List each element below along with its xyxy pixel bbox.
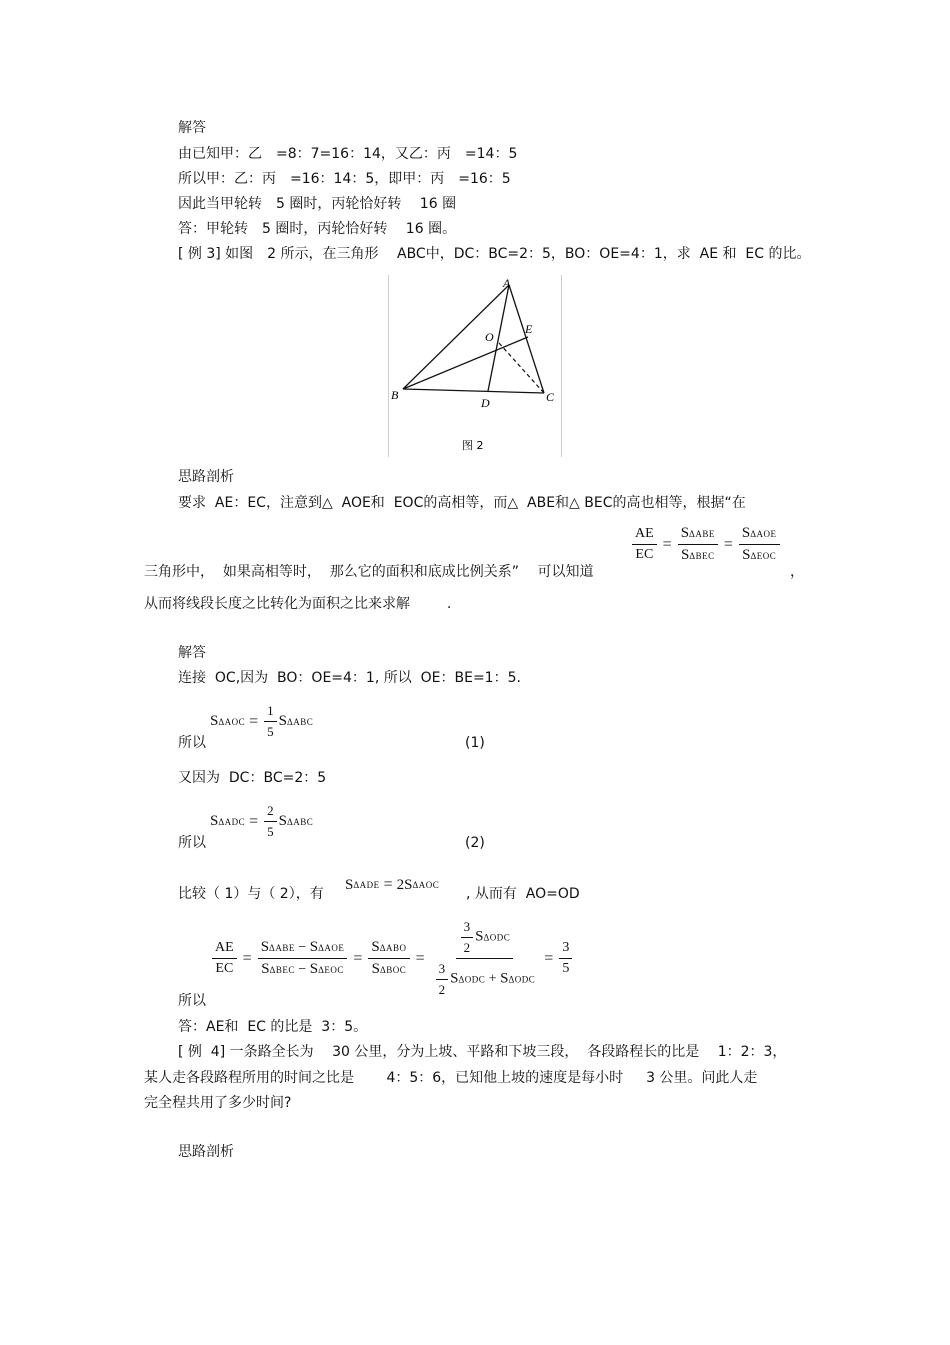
answer-heading: 解答 (178, 645, 206, 661)
segment-be (403, 337, 528, 389)
example-3-statement: [ 例 3] 如图 2 所示，在三角形 ABC中，DC：BC=2：5，BO：OE=4：1，求 AE 和 EC 的比。 (178, 246, 811, 262)
formula-final: $\frac{AE}{EC}$ = $\frac{\text{SΔABE − SΔAOE}}{\text{SΔBEC − SΔEOC}}$ = $\frac{\text{SΔABO}}{\text{SΔBOC}}$ = $\frac{3}{2}$ SΔODC $\frac{3}{2}$ SΔODC + SΔODC = $\frac{3}{5}$ (210, 918, 574, 999)
equation-number: (2) (465, 835, 485, 851)
segment-bc (403, 389, 544, 393)
text-line: ， (790, 564, 804, 580)
text-line: 从而将线段长度之比转化为面积之比来求解 . (144, 596, 452, 612)
text-line: 比较（ 1）与（ 2），有 (178, 886, 324, 902)
text-line: 所以 (178, 835, 206, 851)
formula-ade: S ΔADE = 2S ΔAOC (345, 876, 440, 893)
text-line: 所以 (178, 993, 206, 1009)
answer-line: 答：AE和 EC 的比是 3：5。 (178, 1019, 368, 1035)
equation-number: (1) (465, 735, 485, 751)
formula-2: S ΔADC = $\frac{2}{5}$ S ΔABC (210, 803, 314, 839)
text-line: 又因为 DC：BC=2：5 (178, 770, 327, 786)
analysis-heading: 思路剖析 (178, 469, 234, 485)
text-line: , 从而有 AO=OD (466, 886, 580, 902)
text-line: 所以 (178, 735, 206, 751)
text-line: 由已知甲：乙 =8：7=16：14，又乙：丙 =14：5 (178, 146, 518, 162)
ratio-formula: $\frac{AE}{EC}$ = $\frac{\text{SΔABE}}{\text{SΔBEC}}$ = $\frac{\text{SΔAOE}}{\text{SΔEOC}}$ (630, 524, 782, 565)
text-line: 要求 AE：EC，注意到△ AOE和 EOC的高相等，而△ ABE和△ BEC的高也相等，根据“在 (178, 495, 746, 511)
label-c: C (546, 390, 555, 404)
text-line: 完全程共用了多少时间? (144, 1095, 292, 1111)
label-a: A (503, 276, 511, 290)
answer-heading: 解答 (178, 120, 206, 136)
label-o: O (485, 330, 494, 344)
text-line: 因此当甲轮转 5 圈时，丙轮恰好转 16 圈 (178, 196, 457, 212)
formula-1: S ΔAOC = $\frac{1}{5}$ S ΔABC (210, 703, 314, 739)
label-b: B (391, 388, 399, 402)
segment-oc (499, 343, 544, 393)
example-4-statement: [ 例 4] 一条路全长为 30 公里，分为上坡、平路和下坡三段， 各段路程长的比是 1：2：3， (178, 1044, 787, 1060)
text-line: 连接 OC,因为 BO：OE=4：1, 所以 OE：BE=1：5. (178, 670, 521, 686)
text-line: 某人走各段路程所用的时间之比是 4：5：6，已知他上坡的速度是每小时 3 公里。问此人走 (144, 1070, 758, 1086)
text-line: 答：甲轮转 5 圈时，丙轮恰好转 16 圈。 (178, 221, 457, 237)
figure-caption: 图 2 (462, 439, 484, 452)
analysis-heading: 思路剖析 (178, 1144, 234, 1160)
text-line: 所以甲：乙：丙 =16：14：5，即甲：丙 =16：5 (178, 171, 511, 187)
triangle-figure (388, 275, 562, 457)
label-e: E (525, 322, 533, 336)
label-d: D (481, 396, 490, 410)
text-line: 三角形中， 如果高相等时， 那么它的面积和底成比例关系” 可以知道 (144, 564, 594, 580)
segment-ac (509, 285, 544, 393)
